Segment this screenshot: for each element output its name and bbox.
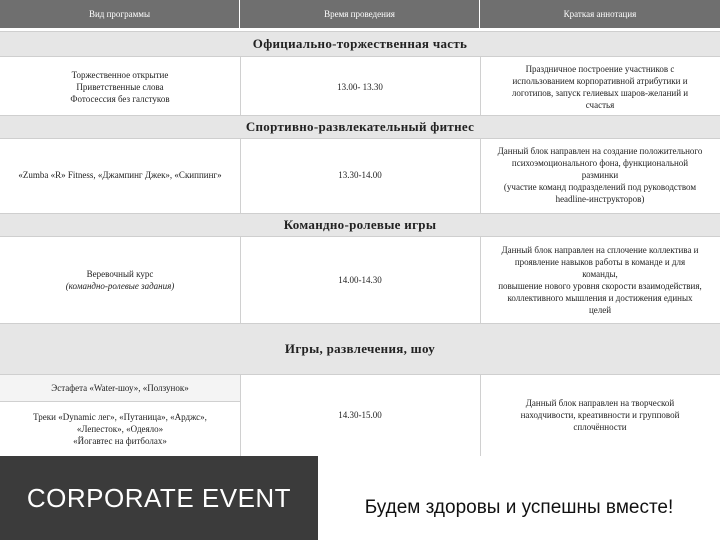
annotation-line: коллективного мышления и достижения единых — [507, 293, 693, 303]
annotation-line: психоэмоционального фона, функциональной — [511, 158, 689, 168]
header-col-annotation-label: Краткая аннотация — [563, 9, 637, 19]
annotation-line: целей — [588, 305, 612, 315]
annotation-line: разминки — [581, 170, 619, 180]
header-col-annotation — [480, 0, 720, 28]
grid-divider — [480, 237, 481, 323]
program-line: Эстафета «Water-шоу», «Ползунок» — [51, 383, 189, 393]
footer-slogan-text: Будем здоровы и успешны вместе! — [364, 497, 674, 518]
annotation-line: использованием корпоративной атрибутики и — [512, 76, 688, 86]
grid-divider — [0, 401, 240, 402]
program-cell-show-a — [0, 375, 240, 401]
footer-brand-panel — [0, 456, 318, 540]
program-line: Торжественное открытие — [71, 70, 169, 80]
annotation-line: находчивости, креативности и групповой — [520, 410, 680, 420]
program-line: Веревочный курс — [86, 269, 154, 279]
annotation-line: проявление навыков работы в команде и для — [514, 257, 686, 267]
section-title-fitness — [0, 115, 720, 139]
section-title-text: Игры, развлечения, шоу — [284, 341, 436, 356]
grid-divider — [240, 375, 241, 456]
program-line: Приветственные слова — [76, 82, 164, 92]
program-note: (командно-ролевые задания) — [65, 281, 175, 291]
annotation-line: headline-инструкторов) — [555, 194, 645, 204]
program-line: «Йогавтес на фитболах» — [73, 436, 167, 446]
annotation-line: Данный блок направлен на создание положительного — [497, 146, 703, 156]
header-col-time — [240, 0, 480, 28]
time-cell-team-games — [240, 237, 480, 323]
grid-divider — [240, 57, 241, 115]
time-cell-show — [240, 375, 480, 455]
header-col-program-label: Вид программы — [88, 9, 151, 19]
section-title-text: Официально-торжественная часть — [252, 36, 468, 51]
annotation-cell-show — [480, 375, 720, 455]
grid-divider — [240, 237, 241, 323]
program-line: Фотосессия без галстуков — [70, 94, 170, 104]
section-title-text: Спортивно-развлекательный фитнес — [245, 119, 475, 134]
grid-divider — [240, 139, 241, 213]
header-col-time-label: Время проведения — [324, 9, 395, 19]
annotation-line: логотипов, запуск гелиевых шаров-желаний и — [511, 88, 689, 98]
annotation-line: Праздничное построение участников с — [525, 64, 675, 74]
program-cell-fitness — [0, 139, 240, 211]
program-cell-official — [0, 57, 240, 117]
time-value: 13.00- 13.30 — [337, 82, 383, 92]
time-cell-fitness — [240, 139, 480, 211]
header-col-program — [0, 0, 240, 28]
program-line: «Лепесток», «Одеяло» — [76, 424, 164, 434]
program-line: Треки «Dynamic лег», «Путаница», «Арджс», — [33, 412, 207, 422]
section-title-official — [0, 31, 720, 57]
section-title-text: Командно-ролевые игры — [283, 217, 437, 232]
program-cell-show-b — [0, 402, 240, 456]
annotation-cell-team-games — [480, 237, 720, 323]
annotation-cell-official — [480, 57, 720, 117]
time-cell-official — [240, 57, 480, 117]
section-title-games-show — [0, 323, 720, 375]
annotation-cell-fitness — [480, 139, 720, 211]
program-line: «Zumba «R» Fitness, «Джампинг Джек», «Скиппинг» — [18, 170, 222, 180]
footer-slogan-panel — [318, 456, 720, 540]
footer-brand-text: CORPORATE EVENT — [26, 482, 292, 513]
time-value: 13.30-14.00 — [338, 170, 382, 180]
annotation-line: команды, — [582, 269, 618, 279]
grid-divider — [480, 139, 481, 213]
annotation-line: повышение нового уровня скорости взаимодействия, — [498, 281, 702, 291]
time-value: 14.30-15.00 — [338, 410, 382, 420]
program-cell-team-games — [0, 237, 240, 323]
grid-divider — [480, 57, 481, 115]
annotation-line: (участие команд подразделений под руководством — [503, 182, 697, 192]
annotation-line: Данный блок направлен на творческой — [525, 398, 675, 408]
annotation-line: сплочённости — [573, 422, 627, 432]
annotation-line: Данный блок направлен на сплочение коллектива и — [501, 245, 699, 255]
annotation-line: счастья — [585, 100, 615, 110]
section-title-team-games — [0, 213, 720, 237]
time-value: 14.00-14.30 — [338, 275, 382, 285]
grid-divider — [480, 375, 481, 456]
